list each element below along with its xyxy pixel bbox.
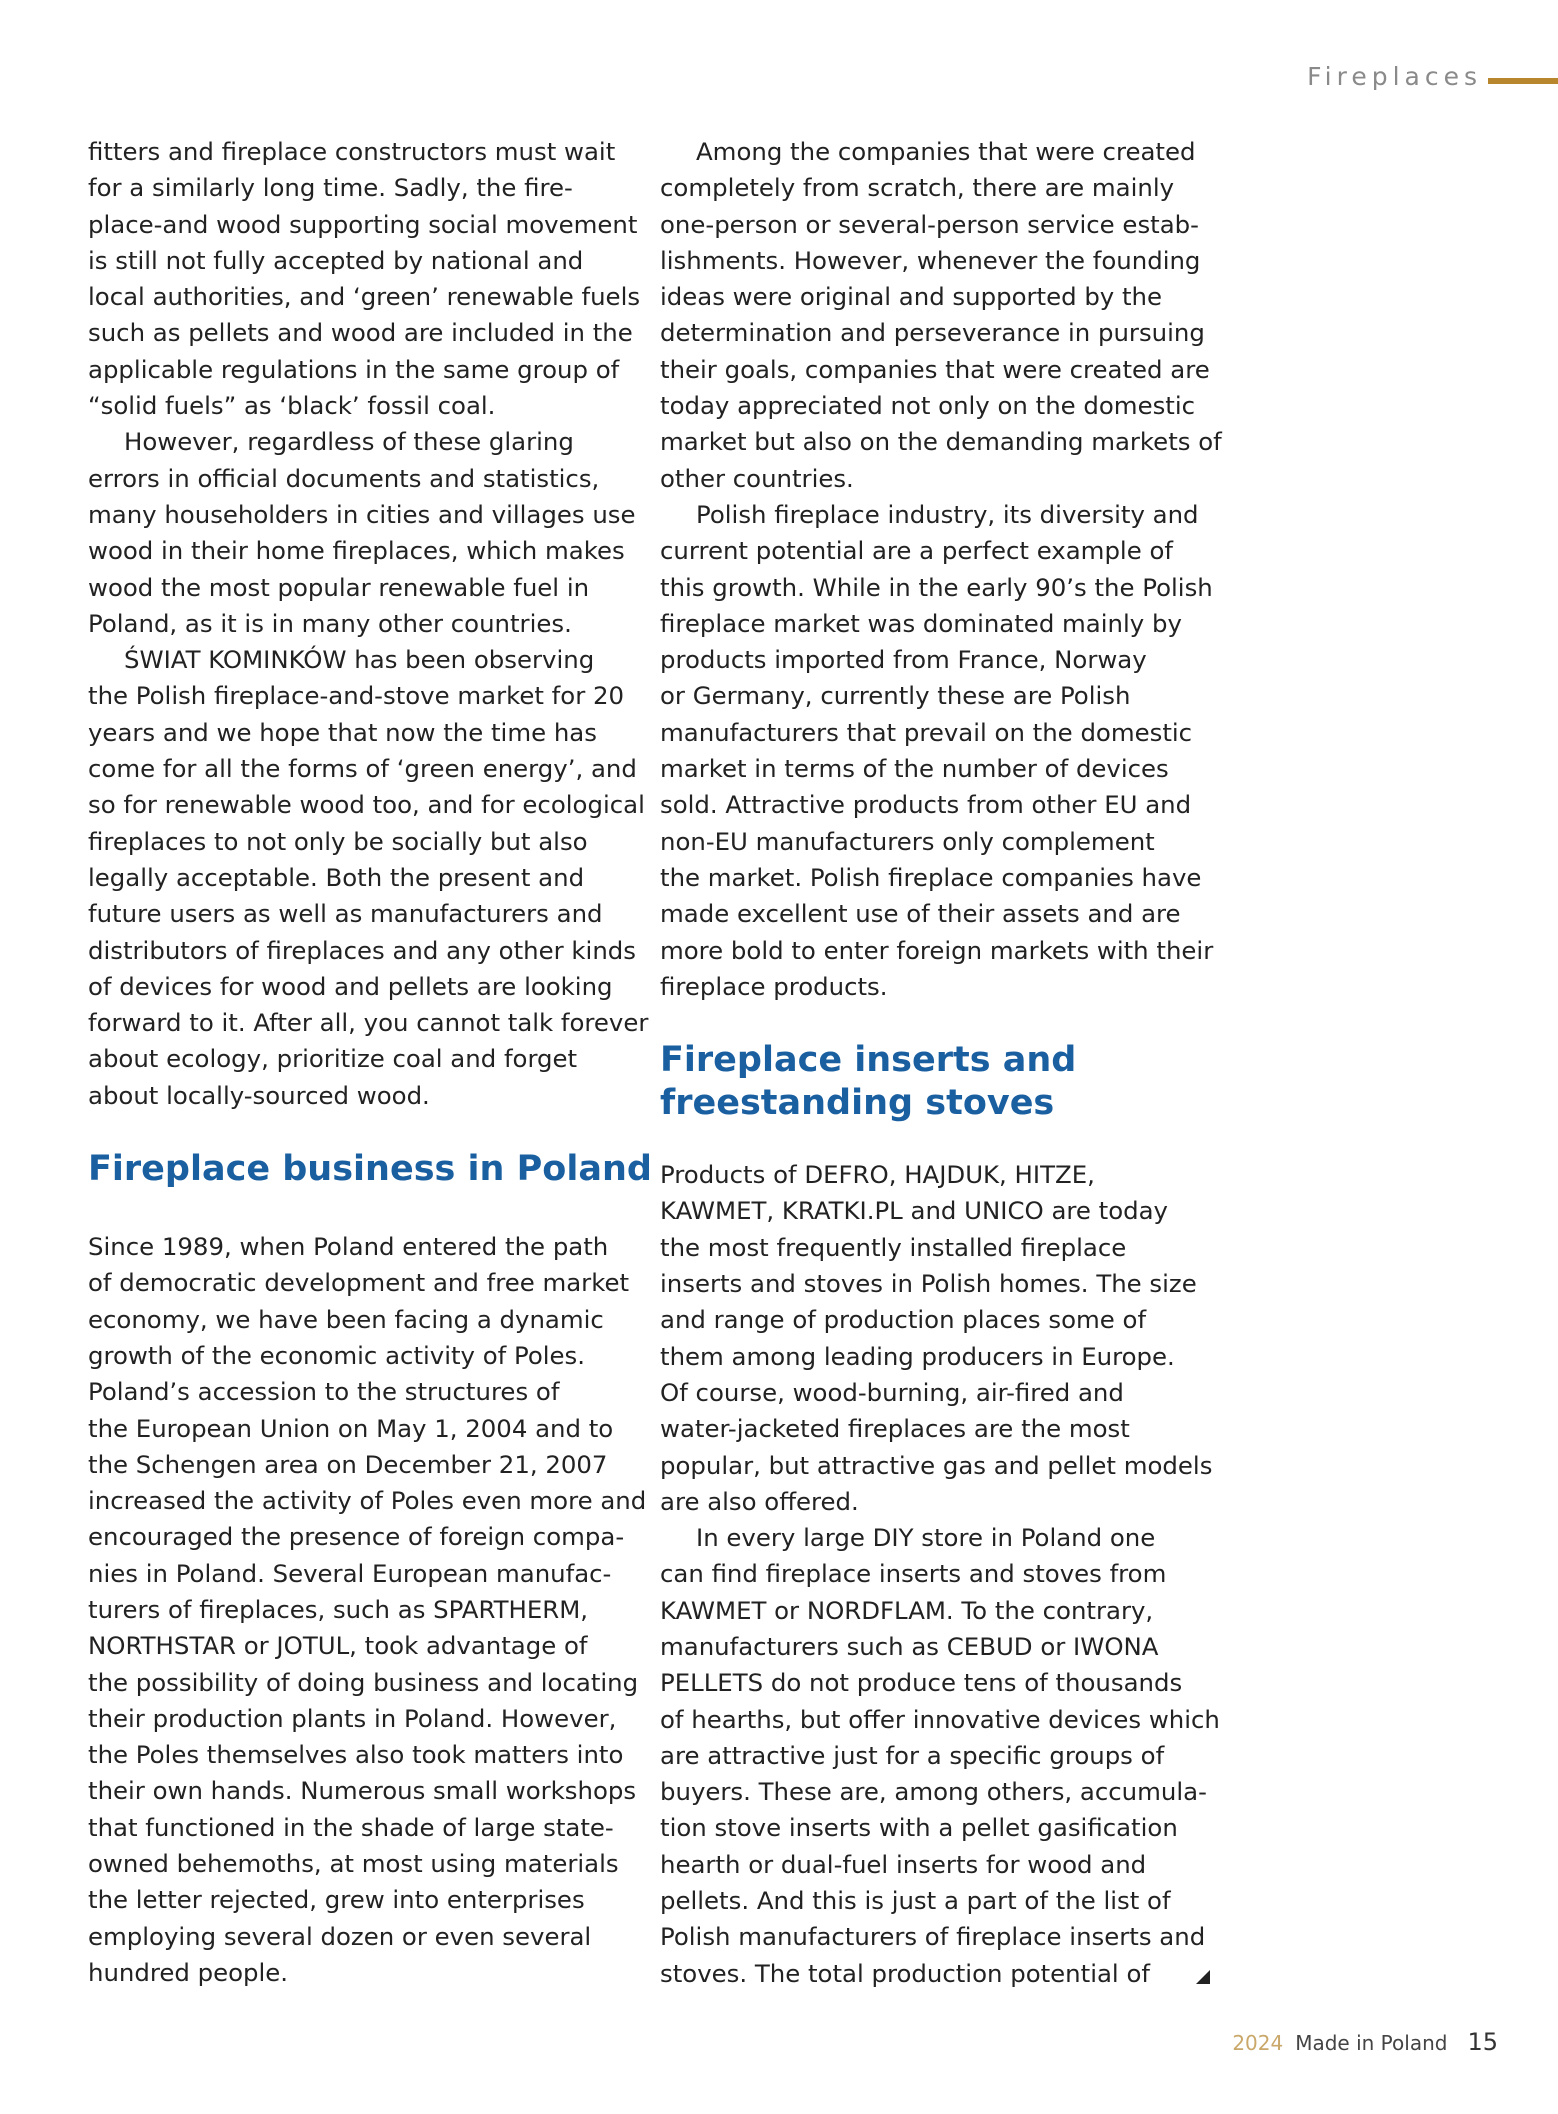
text-line: Among the companies that were created bbox=[696, 137, 1196, 166]
paragraph bbox=[660, 497, 1220, 1005]
paragraph bbox=[660, 1157, 1220, 1520]
text-line: Poland’s accession to the structures of bbox=[88, 1377, 560, 1407]
section-label: Fireplaces bbox=[1307, 61, 1482, 91]
heading-line: freestanding stoves bbox=[660, 1083, 1055, 1124]
text-line: “solid fuels” as ‘black’ fossil coal. bbox=[88, 391, 496, 421]
text-line: their goals, companies that were created are bbox=[660, 354, 1210, 384]
text-line: In every large DIY store in Poland one bbox=[696, 1523, 1156, 1553]
text-line: water-jacketed fireplaces are the most bbox=[660, 1414, 1130, 1444]
text-line: current potential are a perfect example of bbox=[660, 536, 1173, 566]
text-line: is still not fully accepted by national and bbox=[88, 245, 584, 275]
text-line: popular, but attractive gas and pellet models bbox=[660, 1450, 1213, 1480]
text-line: encouraged the presence of foreign compa- bbox=[88, 1522, 625, 1552]
section-heading bbox=[660, 1039, 1220, 1125]
text-line: are attractive just for a specific groups of bbox=[660, 1740, 1165, 1770]
text-line: ideas were original and supported by the bbox=[660, 282, 1163, 312]
text-line: wood the most popular renewable fuel in bbox=[88, 572, 590, 602]
footer-publication: Made in Poland bbox=[1295, 2031, 1448, 2055]
text-line: can find fireplace inserts and stoves from bbox=[660, 1559, 1167, 1589]
text-line: the Schengen area on December 21, 2007 bbox=[88, 1449, 608, 1479]
text-line: fireplace market was dominated mainly by bbox=[660, 608, 1182, 638]
page-number: 15 bbox=[1467, 2028, 1498, 2056]
text-line: that functioned in the shade of large state- bbox=[88, 1812, 614, 1842]
text-line: such as pellets and wood are included in the bbox=[88, 318, 633, 348]
text-line: or Germany, currently these are Polish bbox=[660, 681, 1131, 711]
page-footer bbox=[1232, 2028, 1498, 2056]
text-line: However, regardless of these glaring bbox=[124, 427, 574, 457]
text-line: products imported from France, Norway bbox=[660, 645, 1147, 675]
text-line: inserts and stoves in Polish homes. The size bbox=[660, 1269, 1197, 1299]
text-line: other countries. bbox=[660, 463, 854, 493]
text-line: owned behemoths, at most using materials bbox=[88, 1849, 619, 1879]
right-column bbox=[660, 134, 1220, 1992]
footer-year: 2024 bbox=[1232, 2031, 1284, 2055]
text-line: stoves. The total production potential of bbox=[660, 1956, 1220, 1992]
text-line: fireplace products. bbox=[660, 971, 888, 1001]
text-line: about locally-sourced wood. bbox=[88, 1080, 430, 1110]
text-line: their own hands. Numerous small workshops bbox=[88, 1776, 637, 1806]
heading-line: Fireplace business in Poland bbox=[88, 1149, 652, 1190]
text-line: economy, we have been facing a dynamic bbox=[88, 1304, 604, 1334]
text-line: the most frequently installed fireplace bbox=[660, 1232, 1127, 1262]
text-line: and range of production places some of bbox=[660, 1305, 1147, 1335]
text-line: wood in their home fireplaces, which makes bbox=[88, 536, 625, 566]
text-line: distributors of fireplaces and any other kinds bbox=[88, 935, 636, 965]
text-line: so for renewable wood too, and for ecological bbox=[88, 790, 645, 820]
text-line: KAWMET, KRATKI.PL and UNICO are today bbox=[660, 1196, 1168, 1226]
text-line: Polish fireplace industry, its diversity and bbox=[696, 499, 1199, 529]
text-line: this growth. While in the early 90’s the Polish bbox=[660, 572, 1213, 602]
text-line: applicable regulations in the same group of bbox=[88, 354, 620, 384]
text-line: pellets. And this is just a part of the list of bbox=[660, 1886, 1171, 1916]
text-line: the possibility of doing business and locating bbox=[88, 1667, 639, 1697]
continued-triangle-icon bbox=[1196, 1970, 1210, 1984]
text-line: market in terms of the number of devices bbox=[660, 754, 1169, 784]
text-line: determination and perseverance in pursuing bbox=[660, 318, 1205, 348]
paragraph bbox=[88, 134, 648, 424]
text-line: errors in official documents and statistics, bbox=[88, 463, 600, 493]
text-line: non-EU manufacturers only complement bbox=[660, 826, 1155, 856]
text-line: lishments. However, whenever the founding bbox=[660, 245, 1201, 275]
text-line: hearth or dual-fuel inserts for wood and bbox=[660, 1849, 1147, 1879]
text-line: their production plants in Poland. However, bbox=[88, 1703, 617, 1733]
text-line: employing several dozen or even several bbox=[88, 1921, 592, 1951]
left-column bbox=[88, 134, 652, 1991]
paragraph bbox=[88, 1229, 648, 1991]
section-heading bbox=[88, 1148, 652, 1191]
text-line: made excellent use of their assets and are bbox=[660, 899, 1181, 929]
paragraph bbox=[660, 134, 1220, 497]
text-line: the Poles themselves also took matters into bbox=[88, 1740, 624, 1770]
heading-line: Fireplace inserts and bbox=[660, 1040, 1077, 1081]
text-line: come for all the forms of ‘green energy’, and bbox=[88, 754, 637, 784]
text-line: local authorities, and ‘green’ renewable fuels bbox=[88, 282, 641, 312]
text-line: of devices for wood and pellets are looking bbox=[88, 971, 613, 1001]
text-line: market but also on the demanding markets of bbox=[660, 427, 1222, 457]
text-line: Since 1989, when Poland entered the path bbox=[88, 1232, 609, 1262]
text-line: tion stove inserts with a pellet gasification bbox=[660, 1813, 1178, 1843]
text-line: manufacturers such as CEBUD or IWONA bbox=[660, 1631, 1159, 1661]
paragraph bbox=[660, 1520, 1220, 1992]
text-line: legally acceptable. Both the present and bbox=[88, 862, 585, 892]
text-line: Products of DEFRO, HAJDUK, HITZE, bbox=[660, 1160, 1095, 1190]
text-line: of democratic development and free market bbox=[88, 1268, 630, 1298]
accent-bar bbox=[1488, 78, 1558, 84]
text-line: PELLETS do not produce tens of thousands bbox=[660, 1668, 1183, 1698]
text-line: completely from scratch, there are mainly bbox=[660, 173, 1175, 203]
text-line: increased the activity of Poles even more and bbox=[88, 1486, 647, 1516]
paragraph bbox=[88, 642, 648, 1114]
text-line: the market. Polish fireplace companies have bbox=[660, 862, 1202, 892]
text-line: about ecology, prioritize coal and forget bbox=[88, 1044, 578, 1074]
text-line: Of course, wood-burning, air-fired and bbox=[660, 1377, 1124, 1407]
text-line: ŚWIAT KOMINKÓW has been observing bbox=[124, 645, 595, 675]
text-line: many householders in cities and villages use bbox=[88, 499, 636, 529]
text-line: forward to it. After all, you cannot talk forever bbox=[88, 1008, 649, 1038]
text-line: manufacturers that prevail on the domestic bbox=[660, 717, 1193, 747]
text-line: fitters and fireplace constructors must wait bbox=[88, 137, 616, 166]
text-line: Polish manufacturers of fireplace inserts and bbox=[660, 1922, 1206, 1952]
text-line: the Polish fireplace-and-stove market for 20 bbox=[88, 681, 625, 711]
text-line: place-and wood supporting social movement bbox=[88, 209, 638, 239]
text-line: sold. Attractive products from other EU and bbox=[660, 790, 1192, 820]
text-line: hundred people. bbox=[88, 1957, 289, 1987]
text-line: the European Union on May 1, 2004 and to bbox=[88, 1413, 614, 1443]
text-line: more bold to enter foreign markets with their bbox=[660, 935, 1214, 965]
text-line: KAWMET or NORDFLAM. To the contrary, bbox=[660, 1595, 1154, 1625]
text-line: turers of fireplaces, such as SPARTHERM, bbox=[88, 1594, 589, 1624]
text-line: fireplaces to not only be socially but also bbox=[88, 826, 588, 856]
text-line: for a similarly long time. Sadly, the fire- bbox=[88, 173, 573, 203]
text-line: years and we hope that now the time has bbox=[88, 717, 597, 747]
text-line: NORTHSTAR or JOTUL, took advantage of bbox=[88, 1631, 588, 1661]
text-line: nies in Poland. Several European manufac- bbox=[88, 1558, 612, 1588]
text-line: growth of the economic activity of Poles. bbox=[88, 1340, 586, 1370]
text-line: of hearths, but offer innovative devices which bbox=[660, 1704, 1220, 1734]
running-head bbox=[1307, 58, 1558, 94]
text-line: buyers. These are, among others, accumula- bbox=[660, 1777, 1207, 1807]
text-line: are also offered. bbox=[660, 1486, 859, 1516]
text-line: future users as well as manufacturers and bbox=[88, 899, 603, 929]
text-line: Poland, as it is in many other countries. bbox=[88, 608, 572, 638]
text-line: one-person or several-person service estab- bbox=[660, 209, 1199, 239]
text-line: them among leading producers in Europe. bbox=[660, 1341, 1175, 1371]
paragraph bbox=[88, 424, 648, 642]
text-line: the letter rejected, grew into enterprises bbox=[88, 1885, 585, 1915]
text-line: today appreciated not only on the domestic bbox=[660, 391, 1196, 421]
